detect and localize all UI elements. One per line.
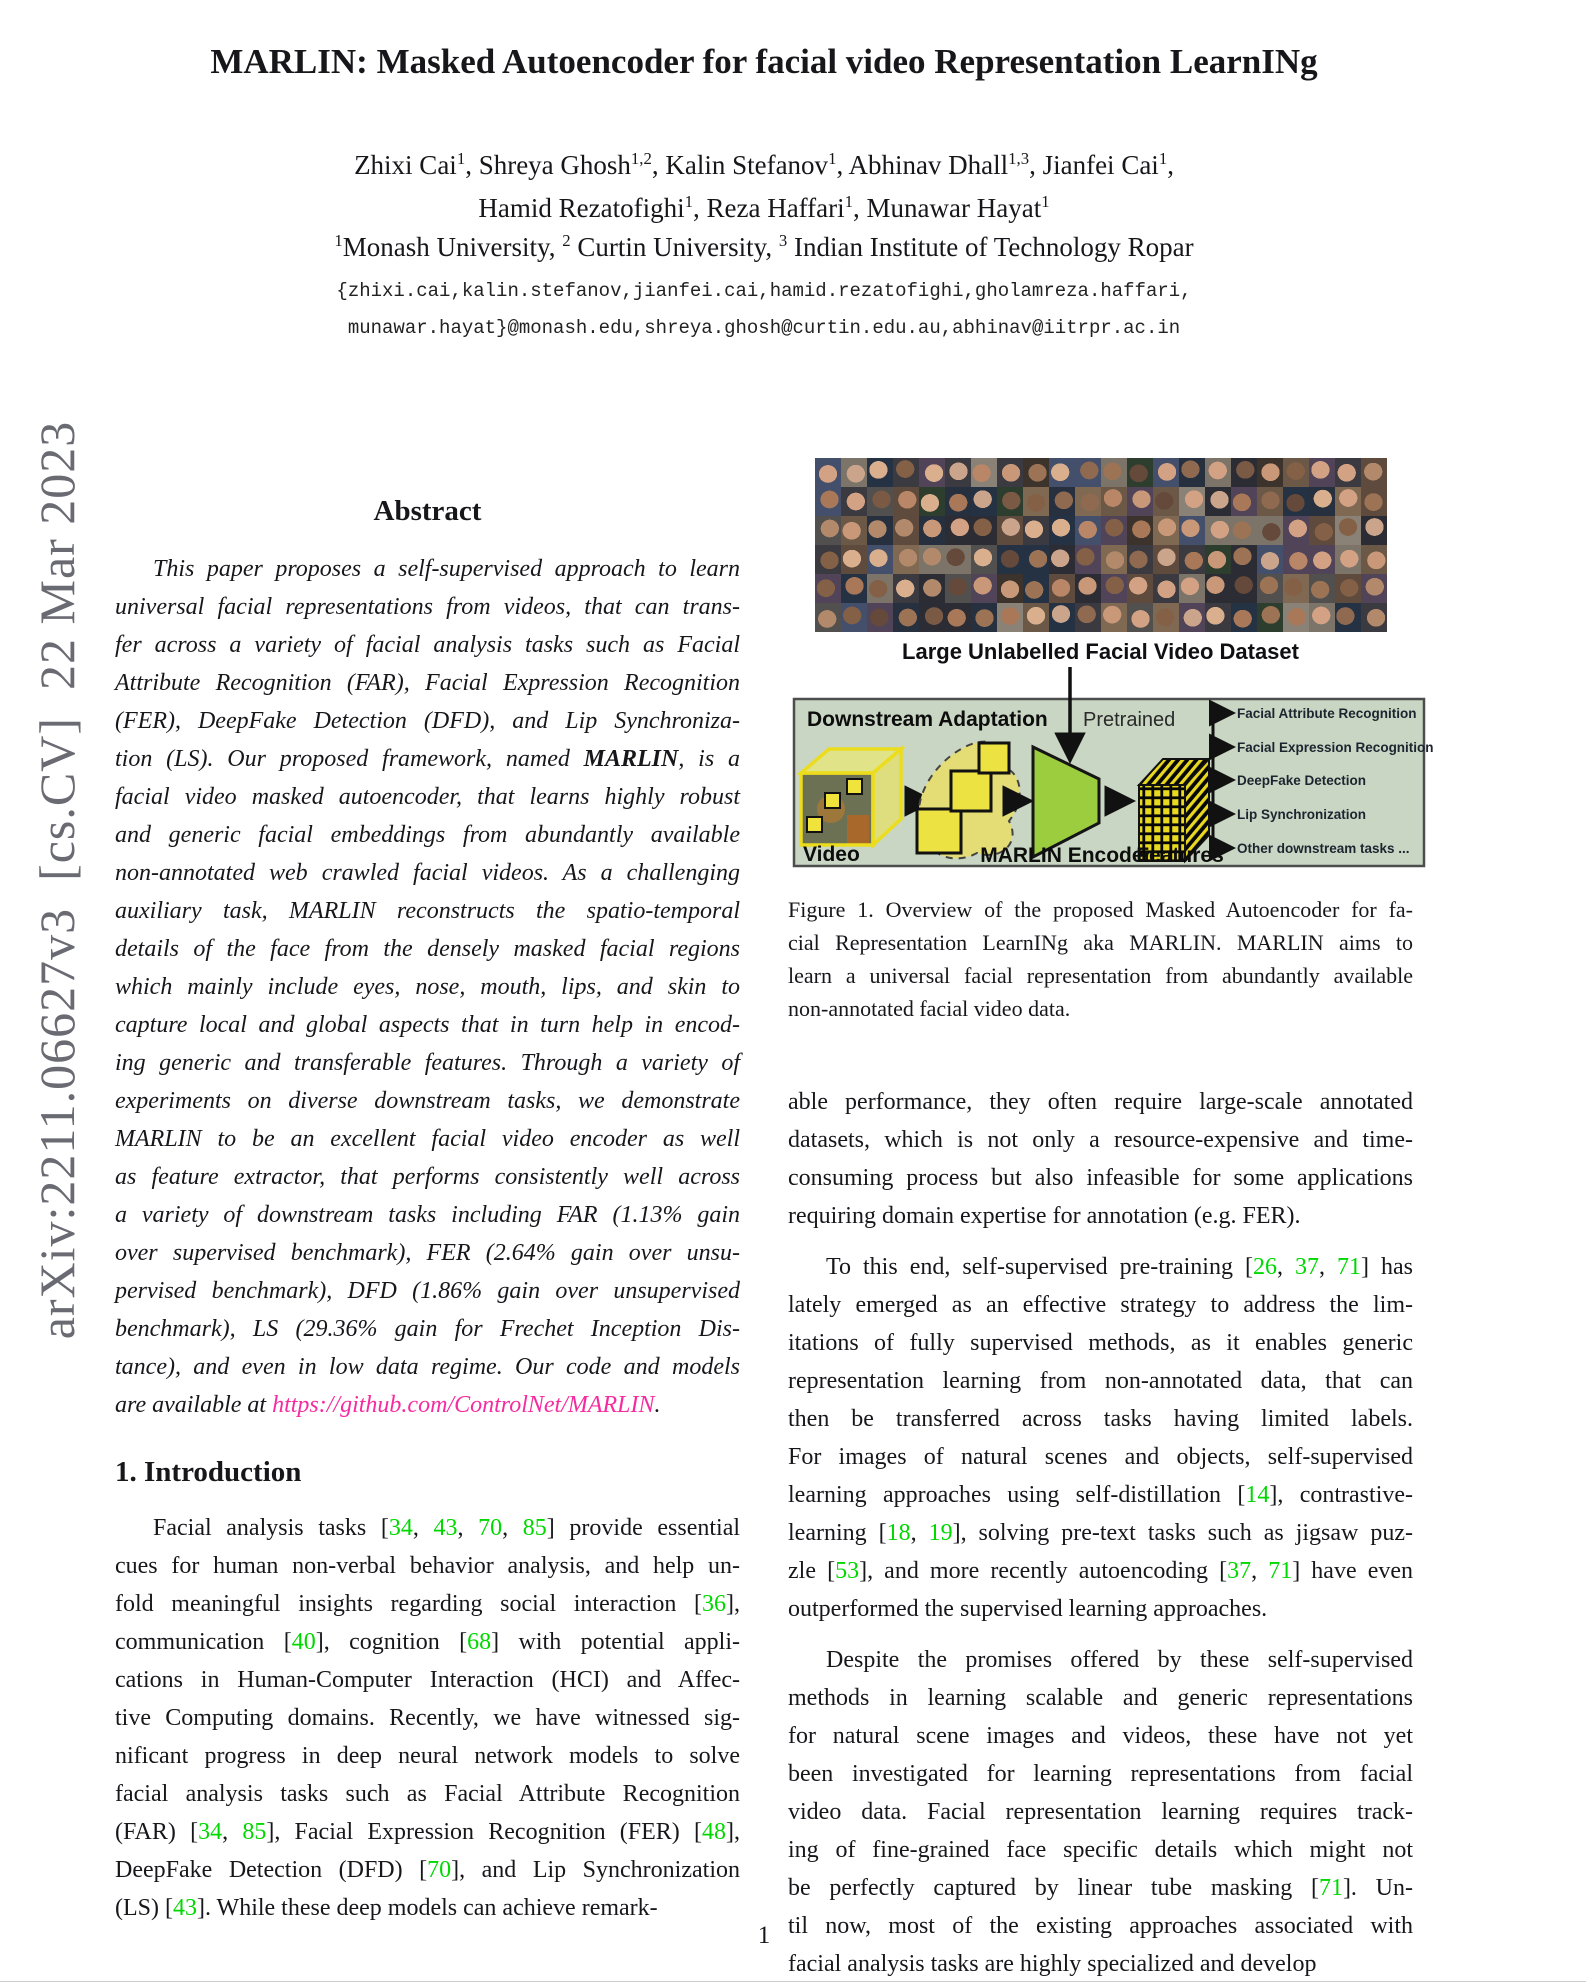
- text-line: zle [53], and more recently autoencoding [37, 71] have even: [788, 1558, 1414, 1584]
- paragraph: [788, 1248, 1413, 1628]
- text-line: representation learning from non-annotated data, that can: [788, 1368, 1413, 1394]
- text-line: universal facial representations from videos, that can trans-: [115, 594, 740, 620]
- github-link[interactable]: https://github.com/ControlNet/MARLIN: [272, 1392, 655, 1418]
- citation-link[interactable]: 43: [433, 1515, 458, 1541]
- face-thumbnail: [919, 603, 945, 632]
- text-segment: 1: [844, 192, 854, 211]
- text-line: cues for human non-verbal behavior analysis, and help un-: [115, 1553, 740, 1579]
- text-line: consuming process but also infeasible for some applications: [788, 1165, 1413, 1191]
- text-line: $^1$Monash University, $^2$ Curtin University, $^3$ Indian Institute of Technology Ropar: [334, 231, 1194, 262]
- text-line: Attribute Recognition (FAR), Facial Expression Recognition: [115, 670, 740, 696]
- text-line: cations in Human-Computer Interaction (HCI) and Affec-: [115, 1667, 740, 1693]
- face-thumbnail: [867, 487, 893, 516]
- text-segment: 1: [1158, 149, 1168, 168]
- face-thumbnail: [1179, 458, 1205, 487]
- pretrained-label: Pretrained: [1083, 709, 1176, 731]
- text-segment: 2: [562, 231, 571, 250]
- task-label: Facial Attribute Recognition: [1237, 706, 1417, 721]
- citation-link[interactable]: 53: [835, 1558, 860, 1584]
- text-line: facial video masked autoencoder, that learns highly robust: [115, 784, 740, 810]
- face-thumbnail: [1257, 516, 1283, 545]
- text-line: Zhixi Cai$^1$, Shreya Ghosh$^{1,2}$, Kalin Stefanov$^1$, Abhinav Dhall$^{1,3}$, Jianfei Cai$^1$,: [354, 149, 1174, 180]
- face-thumbnail: [1127, 603, 1153, 632]
- face-thumbnail: [1101, 458, 1127, 487]
- face-thumbnail: [841, 603, 867, 632]
- text-line: learning [18, 19], solving pre-text tasks such as jigsaw puz-: [788, 1520, 1414, 1546]
- citation-link[interactable]: 26: [1252, 1254, 1277, 1280]
- citation-link[interactable]: 71: [1268, 1558, 1293, 1584]
- text-line: methods in learning scalable and generic representations: [788, 1685, 1413, 1711]
- face-thumbnail: [1075, 545, 1101, 574]
- face-thumbnail: [1101, 574, 1127, 603]
- text-line: and generic facial embeddings from abundantly available: [115, 822, 740, 848]
- face-thumbnail: [867, 545, 893, 574]
- face-thumbnail: [1179, 487, 1205, 516]
- face-thumbnail: [867, 574, 893, 603]
- face-thumbnail: [1049, 487, 1075, 516]
- face-thumbnail: [1127, 516, 1153, 545]
- face-thumbnail: [1361, 516, 1387, 545]
- text-line: fold meaningful insights regarding social interaction [36],: [115, 1591, 740, 1617]
- face-thumbnail: [1335, 574, 1361, 603]
- citation-link[interactable]: 36: [702, 1591, 726, 1617]
- citation-link[interactable]: 70: [427, 1857, 452, 1883]
- face-thumbnail: [1049, 458, 1075, 487]
- text-line: This paper proposes a self-supervised approach to learn: [153, 556, 740, 582]
- face-thumbnail: [997, 458, 1023, 487]
- face-thumbnail: [1127, 574, 1153, 603]
- face-thumbnail: [1283, 545, 1309, 574]
- face-thumbnail: [997, 574, 1023, 603]
- text-line: facial analysis tasks are highly specialized and develop: [788, 1951, 1317, 1977]
- face-thumbnail: [1205, 574, 1231, 603]
- citation-link[interactable]: 68: [467, 1629, 492, 1655]
- face-thumbnail: [1075, 458, 1101, 487]
- face-thumbnail: [1049, 545, 1075, 574]
- face-thumbnail: [1179, 545, 1205, 574]
- face-thumbnail: [867, 516, 893, 545]
- text-segment: 1: [828, 149, 837, 168]
- text-line: {zhixi.cai,kalin.stefanov,jianfei.cai,hamid.rezatofighi,gholamreza.haffari,: [336, 280, 1192, 302]
- abstract-text: [115, 550, 740, 1424]
- face-thumbnail: [1023, 487, 1049, 516]
- citation-link[interactable]: 43: [172, 1895, 197, 1921]
- text-line: munawar.hayat}@monash.edu,shreya.ghosh@curtin.edu.au,abhinav@iitrpr.ac.in: [347, 317, 1181, 339]
- face-thumbnail: [997, 487, 1023, 516]
- text-line: non-annotated web crawled facial videos. As a challenging: [115, 860, 740, 886]
- video-label: Video: [803, 843, 860, 866]
- text-segment: 3: [778, 231, 788, 250]
- face-thumbnail: [971, 545, 997, 574]
- face-collage-image: [815, 458, 1387, 632]
- text-line: a variety of downstream tasks including FAR (1.13% gain: [115, 1202, 740, 1228]
- face-thumbnail: [997, 545, 1023, 574]
- face-thumbnail: [1205, 516, 1231, 545]
- section-heading-introduction: 1. Introduction: [115, 1456, 302, 1488]
- face-thumbnail: [1335, 603, 1361, 632]
- marlin-overview-diagram: [793, 699, 1434, 867]
- face-thumbnail: [815, 458, 841, 487]
- text-line: benchmark), LS (29.36% gain for Frechet Inception Dis-: [115, 1316, 740, 1342]
- citation-link[interactable]: 48: [702, 1819, 727, 1845]
- face-thumbnail: [997, 603, 1023, 632]
- face-thumbnail: [997, 516, 1023, 545]
- face-thumbnail: [971, 574, 997, 603]
- face-thumbnail: [919, 458, 945, 487]
- task-label: Facial Expression Recognition: [1237, 740, 1434, 755]
- citation-link[interactable]: 19: [928, 1520, 953, 1546]
- features-label: Features: [1136, 844, 1224, 867]
- text-line: learning approaches using self-distillation [14], contrastive-: [788, 1482, 1414, 1508]
- text-line: lately emerged as an effective strategy to address the lim-: [788, 1292, 1413, 1318]
- face-thumbnail: [1309, 603, 1335, 632]
- face-thumbnail: [1309, 487, 1335, 516]
- face-thumbnail: [945, 487, 971, 516]
- text-line: which mainly include eyes, nose, mouth, lips, and skin to: [115, 974, 740, 1000]
- text-line: experiments on diverse downstream tasks, we demonstrate: [115, 1088, 740, 1114]
- face-thumbnail: [1257, 603, 1283, 632]
- face-thumbnail: [893, 458, 919, 487]
- face-thumbnail: [841, 574, 867, 603]
- text-line: outperformed the supervised learning approaches.: [788, 1596, 1268, 1622]
- text-line: been investigated for learning representations from facial: [788, 1761, 1413, 1787]
- face-thumbnail: [1205, 603, 1231, 632]
- text-line: (FER), DeepFake Detection (DFD), and Lip Synchroniza-: [115, 708, 740, 734]
- page-number: 1: [757, 1922, 771, 1949]
- face-thumbnail: [893, 574, 919, 603]
- face-thumbnail: [1335, 545, 1361, 574]
- affiliation-line: [115, 232, 1413, 263]
- face-thumbnail: [1075, 487, 1101, 516]
- face-thumbnail: [893, 545, 919, 574]
- face-thumbnail: [1101, 545, 1127, 574]
- face-thumbnail: [1179, 574, 1205, 603]
- face-thumbnail: [1283, 487, 1309, 516]
- face-thumbnail: [945, 603, 971, 632]
- citation-link[interactable]: 37: [1294, 1254, 1319, 1280]
- face-thumbnail: [1101, 603, 1127, 632]
- face-thumbnail: [1335, 487, 1361, 516]
- citation-link[interactable]: 40: [291, 1629, 316, 1655]
- face-thumbnail: [815, 487, 841, 516]
- text-line: ing generic and transferable features. Through a variety of: [115, 1050, 740, 1076]
- citation-link[interactable]: 37: [1227, 1558, 1252, 1584]
- citation-link[interactable]: 85: [242, 1819, 267, 1845]
- citation-link[interactable]: 71: [1337, 1254, 1361, 1280]
- face-thumbnail: [1257, 574, 1283, 603]
- text-line: cial Representation LearnINg aka MARLIN. MARLIN aims to: [788, 930, 1413, 955]
- face-thumbnail: [1023, 516, 1049, 545]
- face-thumbnail: [1309, 458, 1335, 487]
- text-segment: 1: [456, 149, 466, 168]
- paper-header: [115, 42, 1413, 347]
- text-segment: 1: [334, 231, 343, 250]
- face-thumbnail: [1205, 487, 1231, 516]
- face-thumbnail: [1257, 545, 1283, 574]
- face-thumbnail: [1309, 545, 1335, 574]
- face-thumbnail: [1205, 545, 1231, 574]
- face-thumbnail: [1361, 574, 1387, 603]
- face-thumbnail: [841, 458, 867, 487]
- face-thumbnail: [919, 574, 945, 603]
- face-thumbnail: [1361, 458, 1387, 487]
- face-thumbnail: [867, 603, 893, 632]
- face-thumbnail: [1023, 458, 1049, 487]
- face-thumbnail: [971, 603, 997, 632]
- face-thumbnail: [1127, 545, 1153, 574]
- text-line: MARLIN to be an excellent facial video encoder as well: [115, 1126, 740, 1152]
- text-line: capture local and global aspects that in turn help in encod-: [115, 1012, 740, 1038]
- text-segment: MARLIN: [583, 746, 679, 772]
- email-block: [115, 273, 1413, 347]
- text-line: datasets, which is not only a resource-expensive and time-: [788, 1127, 1413, 1153]
- citation-link[interactable]: 71: [1318, 1875, 1343, 1901]
- arxiv-stamp: arXiv:2211.06627v3 [cs.CV] 22 Mar 2023: [29, 420, 85, 1340]
- face-thumbnail: [1309, 574, 1335, 603]
- citation-link[interactable]: 18: [886, 1520, 911, 1546]
- face-thumbnail: [815, 516, 841, 545]
- face-thumbnail: [841, 516, 867, 545]
- text-line: Figure 1. Overview of the proposed Masked Autoencoder for fa-: [788, 897, 1413, 922]
- face-thumbnail: [1075, 603, 1101, 632]
- face-thumbnail: [945, 516, 971, 545]
- text-line: itations of fully supervised methods, as it enables generic: [788, 1330, 1413, 1356]
- right-column: [788, 458, 1434, 1983]
- text-line: for natural scene images and videos, these have not yet: [788, 1723, 1413, 1749]
- citation-link[interactable]: 14: [1245, 1482, 1270, 1508]
- face-thumbnail: [1049, 603, 1075, 632]
- text-segment: 1: [1041, 192, 1050, 211]
- face-thumbnail: [893, 516, 919, 545]
- introduction-text: [115, 1509, 740, 1927]
- text-line: non-annotated facial video data.: [788, 996, 1071, 1021]
- text-line: Despite the promises offered by these self-supervised: [826, 1647, 1413, 1673]
- text-line: tive Computing domains. Recently, we have witnessed sig-: [115, 1705, 740, 1731]
- face-thumbnail: [971, 487, 997, 516]
- text-line: Hamid Rezatofighi$^1$, Reza Haffari$^1$, Munawar Hayat$^1$: [478, 192, 1050, 223]
- text-line: ing of fine-grained face specific details which might not: [788, 1837, 1413, 1863]
- face-thumbnail: [945, 458, 971, 487]
- face-thumbnail: [1257, 458, 1283, 487]
- face-thumbnail: [1179, 603, 1205, 632]
- left-column: [115, 495, 740, 1927]
- face-thumbnail: [841, 487, 867, 516]
- face-thumbnail: [893, 603, 919, 632]
- text-segment: 1,2: [630, 149, 652, 168]
- face-thumbnail: [1075, 574, 1101, 603]
- text-line: til now, most of the existing approaches associated with: [788, 1913, 1413, 1939]
- dataset-label: Large Unlabelled Facial Video Dataset: [902, 639, 1299, 664]
- task-label: Other downstream tasks ...: [1237, 841, 1410, 856]
- face-thumbnail: [1075, 516, 1101, 545]
- face-thumbnail: [1205, 458, 1231, 487]
- text-line: video data. Facial representation learning requires track-: [788, 1799, 1413, 1825]
- text-line: Facial analysis tasks [34, 43, 70, 85] provide essential: [153, 1515, 741, 1541]
- face-thumbnail: [815, 545, 841, 574]
- citation-link[interactable]: 34: [388, 1515, 413, 1541]
- text-line: (FAR) [34, 85], Facial Expression Recognition (FER) [48],: [115, 1819, 741, 1845]
- face-thumbnail: [1257, 487, 1283, 516]
- encoder-label: MARLIN Encoder: [980, 844, 1152, 867]
- face-thumbnail: [1283, 516, 1309, 545]
- text-line: To this end, self-supervised pre-training [26, 37, 71] has: [826, 1254, 1413, 1280]
- face-thumbnail: [919, 545, 945, 574]
- text-line: tance), and even in low data regime. Our code and models: [115, 1354, 740, 1380]
- face-thumbnail: [1283, 458, 1309, 487]
- face-thumbnail: [1231, 603, 1257, 632]
- face-thumbnail: [1101, 487, 1127, 516]
- citation-link[interactable]: 34: [198, 1819, 223, 1845]
- text-line: facial analysis tasks such as Facial Attribute Recognition: [115, 1781, 740, 1807]
- face-thumbnail: [1153, 458, 1179, 487]
- face-thumbnail: [1127, 487, 1153, 516]
- face-thumbnail: [1127, 458, 1153, 487]
- text-line: (LS) [43]. While these deep models can achieve remark-: [115, 1895, 658, 1921]
- face-thumbnail: [1361, 545, 1387, 574]
- face-thumbnail: [815, 574, 841, 603]
- video-cube: [801, 749, 901, 845]
- face-thumbnail: [1283, 603, 1309, 632]
- paragraph: [788, 1083, 1413, 1235]
- text-line: fer across a variety of facial analysis tasks such as Facial: [115, 632, 740, 658]
- face-thumbnail: [919, 487, 945, 516]
- face-thumbnail: [1023, 545, 1049, 574]
- text-line: as feature extractor, that performs consistently well across: [115, 1164, 740, 1190]
- face-thumbnail: [945, 574, 971, 603]
- face-thumbnail: [1335, 516, 1361, 545]
- author-block: [115, 144, 1413, 230]
- face-thumbnail: [1049, 574, 1075, 603]
- abstract-heading: Abstract: [373, 495, 482, 527]
- text-line: For images of natural scenes and objects, self-supervised: [788, 1444, 1413, 1470]
- face-thumbnail: [1231, 516, 1257, 545]
- face-thumbnail: [1361, 603, 1387, 632]
- task-label: DeepFake Detection: [1237, 773, 1367, 788]
- text-line: then be transferred across tasks having limited labels.: [788, 1406, 1413, 1432]
- face-thumbnail: [1231, 487, 1257, 516]
- face-thumbnail: [893, 487, 919, 516]
- face-thumbnail: [945, 545, 971, 574]
- right-body-text: [788, 1083, 1413, 1983]
- text-line: able performance, they often require large-scale annotated: [788, 1089, 1413, 1115]
- text-line: over supervised benchmark), FER (2.64% gain over unsu-: [115, 1240, 740, 1266]
- face-thumbnail: [1179, 516, 1205, 545]
- face-thumbnail: [867, 458, 893, 487]
- face-thumbnail: [1023, 574, 1049, 603]
- face-thumbnail: [1283, 574, 1309, 603]
- citation-link[interactable]: 70: [478, 1515, 503, 1541]
- text-line: details of the face from the densely masked facial regions: [115, 936, 740, 962]
- face-thumbnail: [1049, 516, 1075, 545]
- face-thumbnail: [1023, 603, 1049, 632]
- citation-link[interactable]: 85: [522, 1515, 547, 1541]
- face-thumbnail: [1153, 487, 1179, 516]
- face-thumbnail: [1153, 516, 1179, 545]
- text-segment: 1,3: [1008, 149, 1030, 168]
- face-thumbnail: [1231, 545, 1257, 574]
- text-line: auxiliary task, MARLIN reconstructs the spatio-temporal: [115, 898, 740, 924]
- face-thumbnail: [815, 603, 841, 632]
- face-thumbnail: [841, 545, 867, 574]
- face-thumbnail: [1309, 516, 1335, 545]
- text-line: DeepFake Detection (DFD) [70], and Lip Synchronization: [115, 1857, 740, 1883]
- face-thumbnail: [1153, 545, 1179, 574]
- face-thumbnail: [971, 458, 997, 487]
- face-thumbnail: [1153, 574, 1179, 603]
- text-line: requiring domain expertise for annotation (e.g. FER).: [788, 1203, 1301, 1229]
- face-thumbnail: [1153, 603, 1179, 632]
- text-line: tion (LS). Our proposed framework, named MARLIN, is a: [115, 746, 740, 772]
- text-segment: 1: [684, 192, 693, 211]
- downstream-adaptation-label: Downstream Adaptation: [807, 708, 1048, 731]
- face-thumbnail: [1361, 487, 1387, 516]
- text-line: pervised benchmark), DFD (1.86% gain over unsupervised: [115, 1278, 740, 1304]
- text-line: be perfectly captured by linear tube masking [71]. Un-: [788, 1875, 1413, 1901]
- face-thumbnail: [1231, 574, 1257, 603]
- text-line: communication [40], cognition [68] with potential appli-: [115, 1629, 740, 1655]
- face-thumbnail: [971, 516, 997, 545]
- face-thumbnail: [919, 516, 945, 545]
- face-thumbnail: [1231, 458, 1257, 487]
- text-line: are available at https://github.com/ControlNet/MARLIN.: [115, 1392, 661, 1418]
- task-label: Lip Synchronization: [1237, 807, 1367, 822]
- text-line: nificant progress in deep neural network models to solve: [115, 1743, 740, 1769]
- paper-title: MARLIN: Masked Autoencoder for facial video Representation LearnINg: [210, 42, 1318, 81]
- face-thumbnail: [1335, 458, 1361, 487]
- face-thumbnail: [1101, 516, 1127, 545]
- figure-caption: [788, 893, 1413, 1025]
- text-line: learn a universal facial representation from abundantly available: [788, 963, 1413, 988]
